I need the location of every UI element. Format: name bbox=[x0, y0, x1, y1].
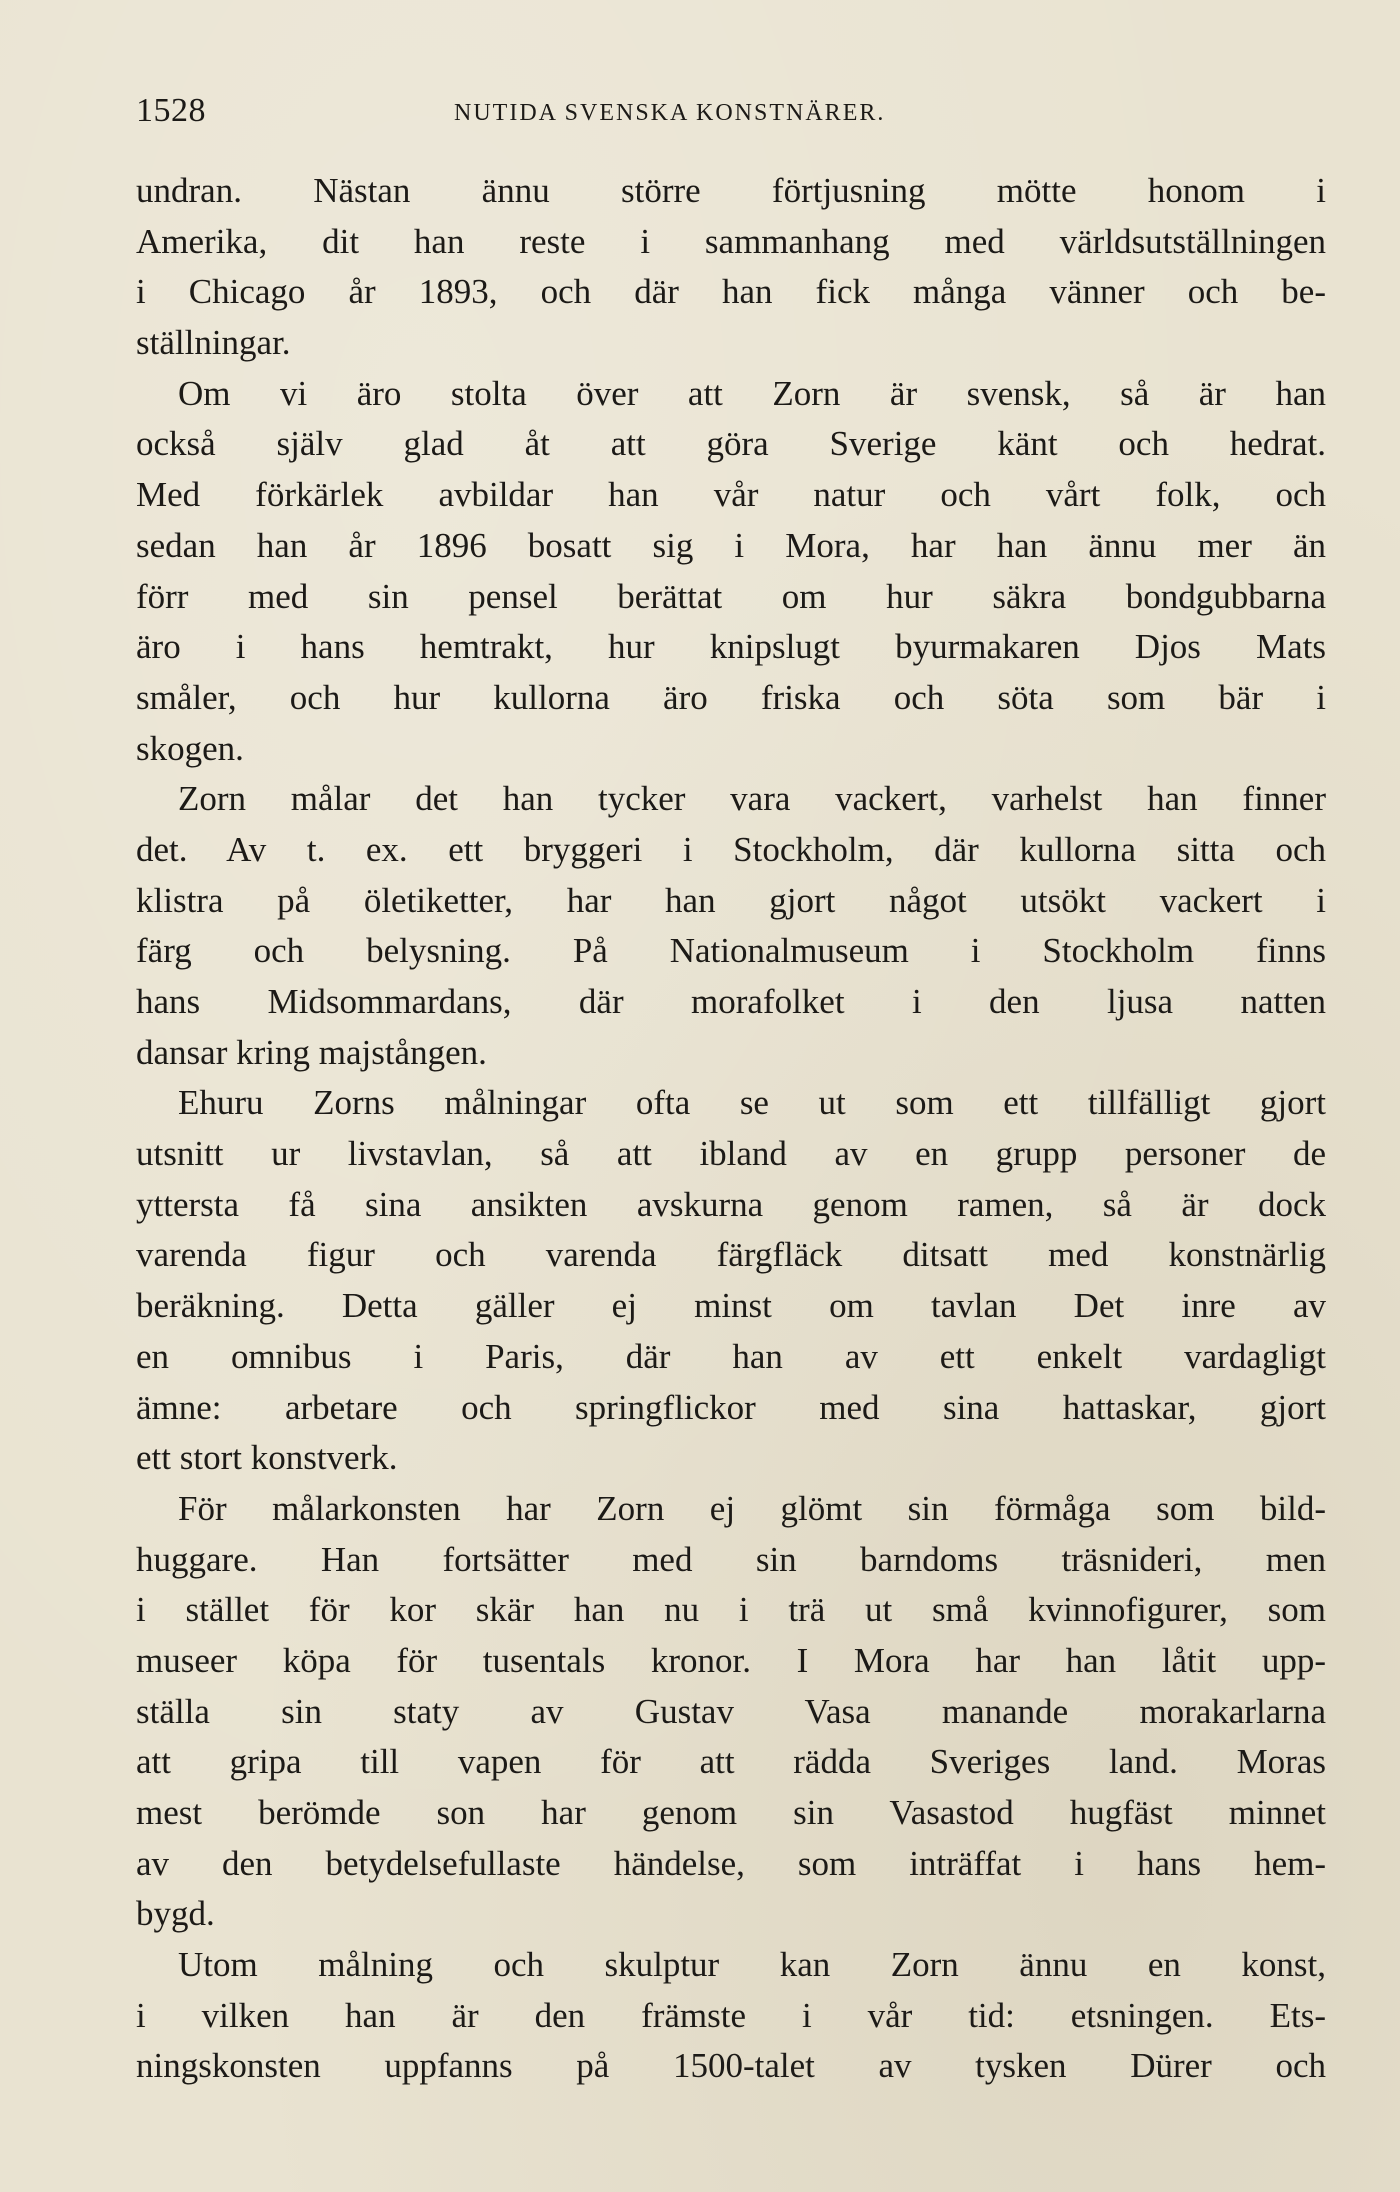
text-line: utsnitt ur livstavlan, så att ibland av en grupp personer de bbox=[136, 1134, 1326, 1174]
text-line: mest berömde son har genom sin Vasastod hugfäst minnet bbox=[136, 1793, 1326, 1832]
text-line: ämne: arbetare och springflickor med sina hattaskar, gjort bbox=[136, 1387, 1326, 1427]
text-line: i Chicago år 1893, och där han fick många vänner och be- bbox=[136, 272, 1326, 312]
text-line: i vilken han är den främste i vår tid: etsningen. Ets- bbox=[136, 1995, 1326, 2035]
text-line: huggare. Han fortsätter med sin barndoms träsnideri, men bbox=[136, 1539, 1326, 1579]
text-line: äro i hans hemtrakt, hur knipslugt byurmakaren Djos Mats bbox=[136, 627, 1326, 667]
text-line: Med förkärlek avbildar han vår natur och vårt folk, och bbox=[136, 475, 1326, 515]
text-line: ställningar. bbox=[136, 323, 291, 363]
text-line: ningskonsten uppfanns på 1500-talet av tysken Dürer och bbox=[136, 2046, 1326, 2086]
text-line: ställa sin staty av Gustav Vasa manande morakarlarna bbox=[136, 1691, 1326, 1731]
text-line: också själv glad åt att göra Sverige känt och hedrat. bbox=[136, 424, 1326, 464]
body-text bbox=[136, 166, 1326, 2092]
text-line: klistra på öletiketter, har han gjort något utsökt vackert i bbox=[136, 880, 1326, 920]
text-line: en omnibus i Paris, där han av ett enkelt vardagligt bbox=[136, 1336, 1326, 1376]
text-line: i stället för kor skär han nu i trä ut små kvinnofigurer, som bbox=[136, 1590, 1326, 1630]
text-line: Utom målning och skulptur kan Zorn ännu en konst, bbox=[178, 1945, 1326, 1985]
text-line: undran. Nästan ännu större förtjusning mötte honom i bbox=[136, 171, 1326, 210]
text-line: bygd. bbox=[136, 1894, 215, 1934]
text-line: sedan han år 1896 bosatt sig i Mora, har han ännu mer än bbox=[136, 525, 1326, 565]
text-line: varenda figur och varenda färgfläck ditsatt med konstnärlig bbox=[136, 1235, 1326, 1275]
text-line: det. Av t. ex. ett bryggeri i Stockholm, där kullorna sitta och bbox=[136, 829, 1326, 869]
text-line: Om vi äro stolta över att Zorn är svensk, så är han bbox=[178, 373, 1326, 413]
text-line: förr med sin pensel berättat om hur säkra bondgubbarna bbox=[136, 576, 1326, 616]
text-line: För målarkonsten har Zorn ej glömt sin förmåga som bild- bbox=[178, 1488, 1326, 1528]
text-line: småler, och hur kullorna äro friska och söta som bär i bbox=[136, 677, 1326, 717]
text-line: Zorn målar det han tycker vara vackert, varhelst han finner bbox=[178, 779, 1326, 819]
text-line: hans Midsommardans, där morafolket i den ljusa natten bbox=[136, 982, 1326, 1021]
text-line: yttersta få sina ansikten avskurna genom ramen, så är dock bbox=[136, 1184, 1326, 1224]
text-line: beräkning. Detta gäller ej minst om tavlan Det inre av bbox=[136, 1286, 1326, 1326]
page-number: 1528 bbox=[136, 92, 206, 129]
text-line: Ehuru Zorns målningar ofta se ut som ett tillfälligt gjort bbox=[178, 1083, 1326, 1123]
text-line: färg och belysning. På Nationalmuseum i Stockholm finns bbox=[136, 931, 1326, 971]
text-line: att gripa till vapen för att rädda Sveriges land. Moras bbox=[136, 1742, 1326, 1782]
text-line: museer köpa för tusentals kronor. I Mora har han låtit upp- bbox=[136, 1640, 1326, 1680]
text-line: skogen. bbox=[136, 728, 244, 768]
page-header bbox=[136, 92, 1326, 142]
text-line: av den betydelsefullaste händelse, som inträffat i hans hem- bbox=[136, 1843, 1326, 1883]
text-line: dansar kring majstången. bbox=[136, 1032, 487, 1072]
text-line: Amerika, dit han reste i sammanhang med världsutställningen bbox=[136, 221, 1326, 261]
text-line: ett stort konstverk. bbox=[136, 1438, 398, 1478]
running-title: NUTIDA SVENSKA KONSTNÄRER. bbox=[454, 100, 886, 126]
